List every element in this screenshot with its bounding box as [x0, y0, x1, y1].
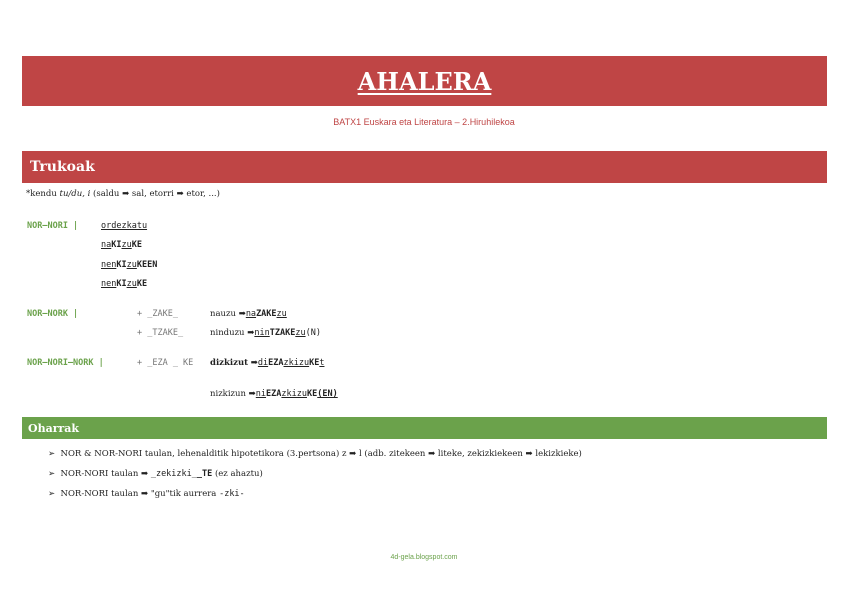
morph-t: t — [319, 358, 325, 368]
morph-zkizu: zkizu — [281, 389, 307, 399]
note-text: NOR-NORI taulan ➡ — [60, 469, 151, 479]
morph-zkizu: zkizu — [283, 358, 310, 368]
arrow-icon: ➡ — [250, 358, 258, 368]
footer-link[interactable]: 4d-gela.blogspot.com — [390, 554, 458, 561]
morph-eza: EZA — [268, 358, 284, 368]
morph-ki: KI — [111, 240, 122, 250]
morph-eza: EZA — [266, 389, 282, 399]
morph-prefix: nin — [254, 328, 270, 338]
form-zake: + _ZAKE_ — [137, 309, 178, 319]
note-morph: _zekizki_ — [150, 469, 197, 479]
morph-ki: KI — [116, 279, 127, 289]
morph-zu: zu — [126, 260, 137, 270]
section-heading-oharrak: Oharrak — [22, 417, 827, 439]
nor-nori-row-1 — [101, 240, 142, 250]
note-text-post: (ez ahaztu) — [212, 469, 263, 479]
example-word: ninduzu — [210, 328, 245, 338]
example-word: dizkizut — [210, 358, 249, 368]
example-word: nauzu — [210, 309, 236, 319]
note-bullet-1 — [48, 449, 582, 459]
morph-prefix: na — [101, 240, 112, 250]
nor-nori-row-3 — [101, 279, 147, 289]
bullet-arrow-icon: ➢ — [48, 489, 56, 499]
arrow-icon: ➡ — [238, 309, 246, 319]
page-title: AHALERA — [357, 66, 492, 96]
morph-ke: KE — [307, 389, 318, 399]
morph-zu: zu — [295, 328, 306, 338]
morph-zu: zu — [121, 240, 132, 250]
verb-ordezkatu: ordezkatu — [101, 221, 148, 231]
morph-prefix: ni — [255, 389, 267, 399]
arrow-icon: ➡ — [248, 389, 256, 399]
morph-ki: KI — [116, 260, 127, 270]
kendu-prefix: *kendu — [26, 189, 60, 199]
morph-tzake: TZAKE — [269, 328, 296, 338]
label-nor-nori-nork: NOR–NORI–NORK | — [27, 358, 104, 368]
note-bullet-2 — [48, 469, 263, 479]
morph-zu: zu — [126, 279, 137, 289]
morph-zu: zu — [276, 309, 287, 319]
title-banner — [22, 56, 827, 106]
kendu-items: tu/du, i — [59, 189, 91, 199]
morph-prefix: di — [257, 358, 269, 368]
note-bullet-3 — [48, 489, 245, 499]
label-nor-nork: NOR–NORK | — [27, 309, 79, 319]
note-text: NOR-NORI taulan ➡ "gu"tik aurrera — [60, 489, 220, 499]
kendu-rest: (saldu ➡ sal, etorri ➡ etor, ...) — [90, 189, 220, 199]
example-word: nizkizun — [210, 389, 246, 399]
morph-en: (EN) — [317, 389, 338, 399]
morph-zake: ZAKE — [256, 309, 277, 319]
arrow-icon: ➡ — [247, 328, 255, 338]
morph-n: (N) — [305, 328, 321, 338]
morph-ke: KE — [136, 279, 148, 289]
note-text: NOR & NOR-NORI taulan, lehenalditik hipotetikora (3.pertsona) z ➡ l (adb. zitekeen ➡ liteke, zekizkiekeen ➡ lekizkieke) — [60, 449, 582, 459]
subtitle: BATX1 Euskara eta Literatura – 2.Hiruhilekoa — [333, 117, 515, 127]
nor-nori-nork-example-1 — [210, 358, 324, 368]
nor-nork-example-1 — [210, 309, 287, 319]
morph-ke: KE — [131, 240, 142, 250]
nor-nori-nork-example-2 — [210, 389, 338, 399]
morph-prefix: nen — [101, 260, 117, 270]
note-morph: -zki- — [219, 489, 245, 499]
form-tzake: + _TZAKE_ — [137, 328, 184, 338]
form-eza-ke: + _EZA _ KE — [137, 358, 194, 368]
morph-prefix: nen — [101, 279, 117, 289]
nor-nork-example-2 — [210, 328, 321, 338]
morph-prefix: na — [245, 309, 257, 319]
bullet-arrow-icon: ➢ — [48, 469, 56, 479]
note-morph-bold: _TE — [196, 469, 213, 479]
kendu-note — [26, 189, 220, 199]
section-heading-trukoak: Trukoak — [22, 151, 827, 183]
bullet-arrow-icon: ➢ — [48, 449, 56, 459]
nor-nori-row-2 — [101, 260, 157, 270]
morph-keen: KEEN — [136, 260, 158, 270]
label-nor-nori: NOR–NORI | — [27, 221, 79, 231]
morph-ke: KE — [309, 358, 320, 368]
